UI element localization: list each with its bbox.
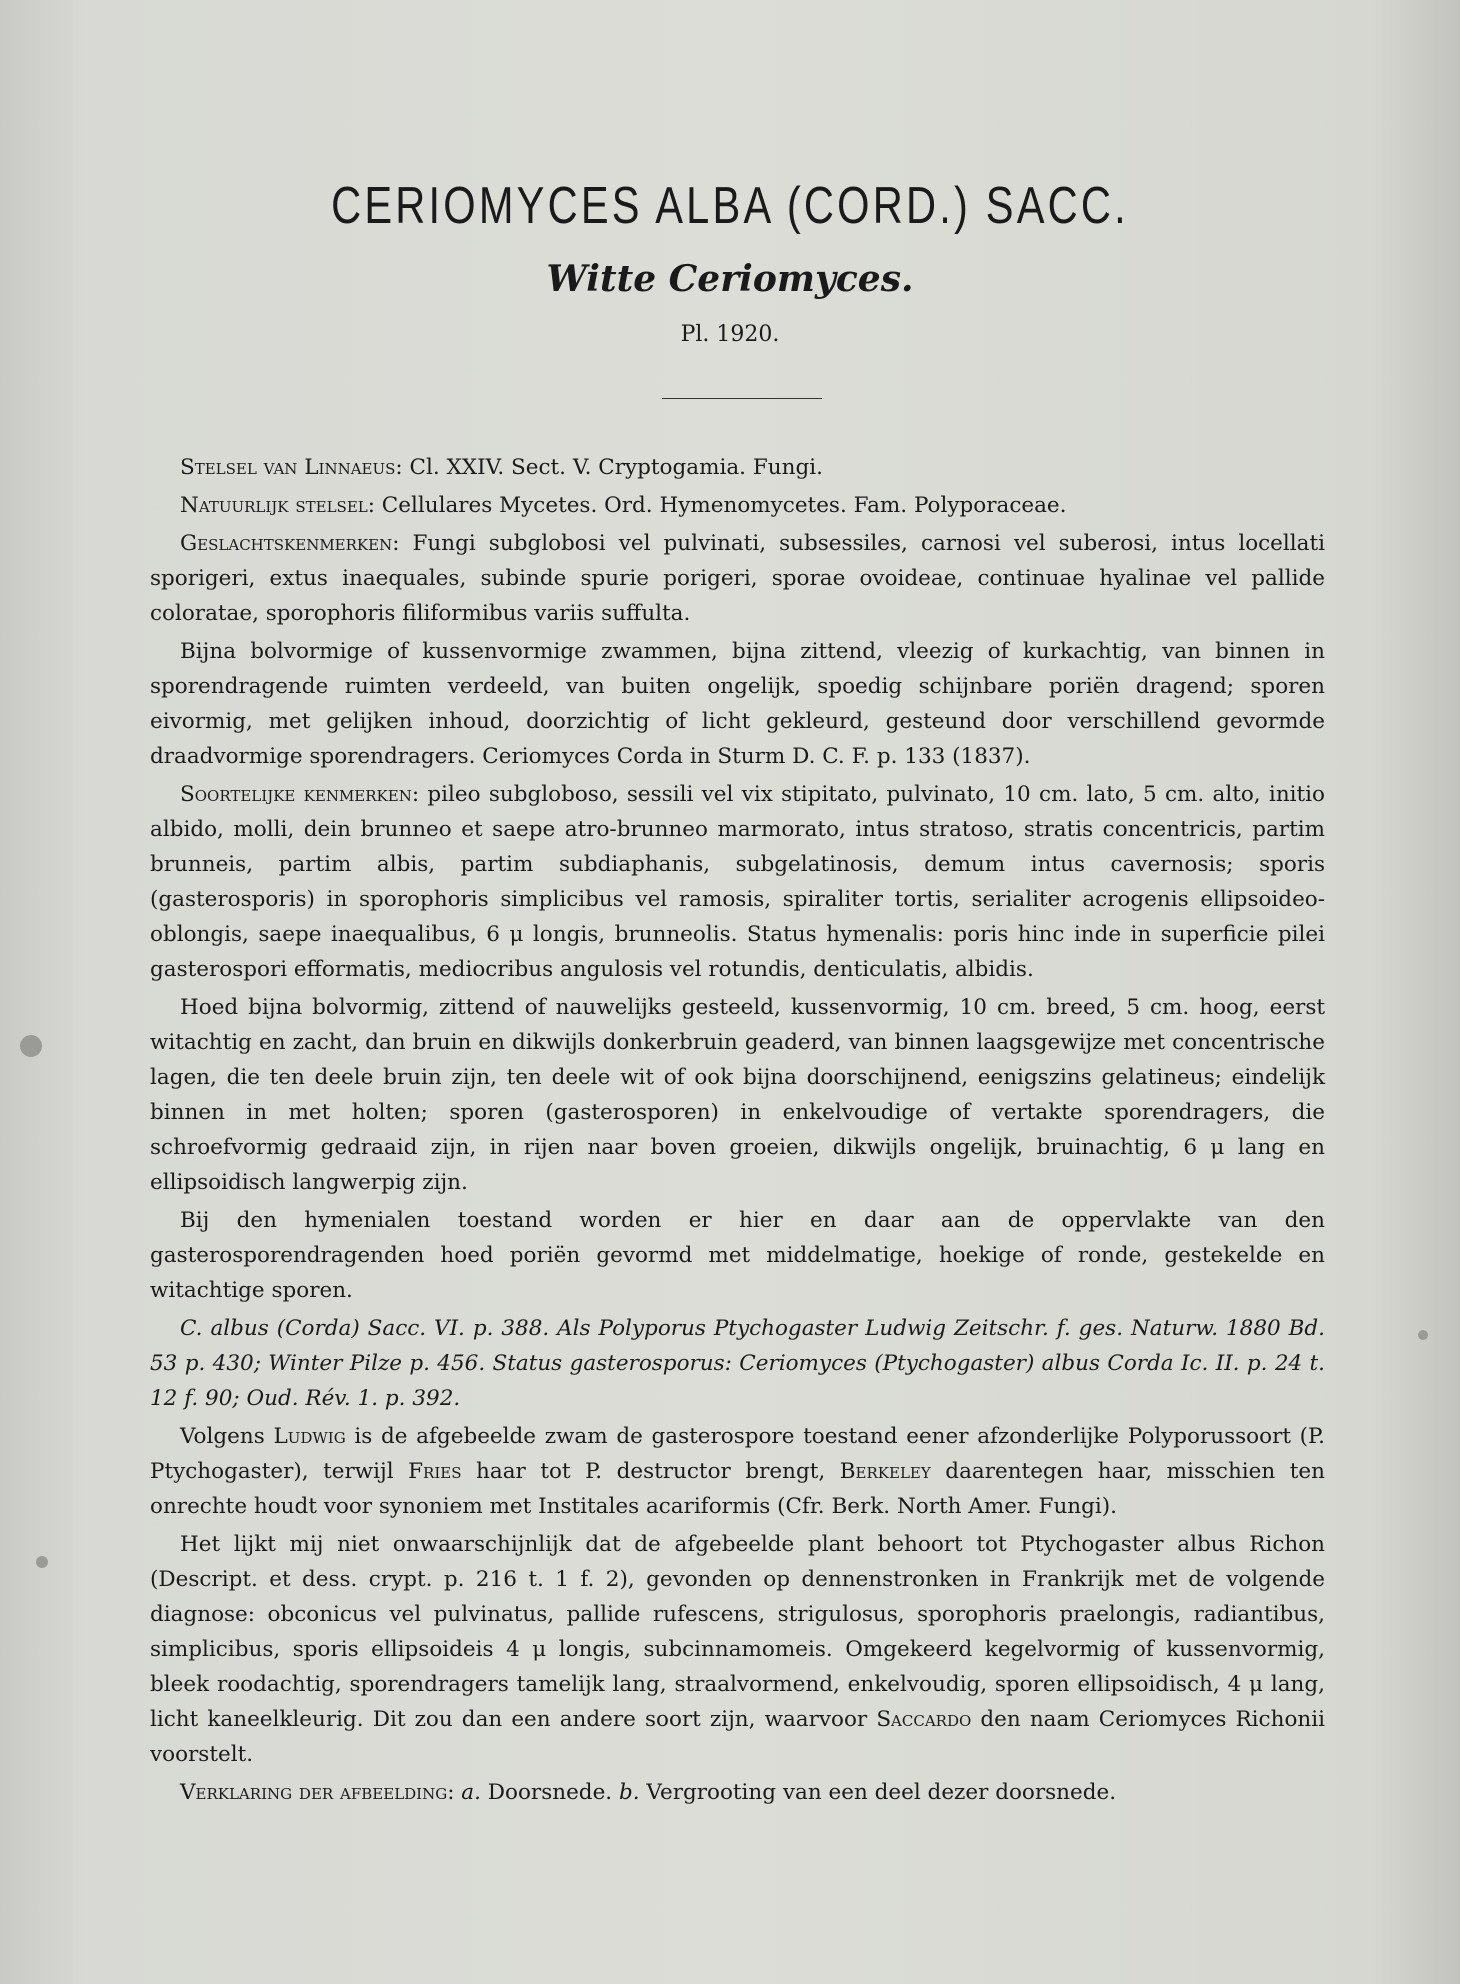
paragraph-text: Vergrooting van een deel dezer doorsnede. [639,1780,1117,1805]
paragraph-species-latin [150,777,1325,987]
paragraph-genus-latin [150,526,1325,631]
paragraph-figure-explanation [150,1775,1325,1810]
author-name: Fries [408,1459,462,1484]
section-label: Stelsel van Linnaeus: [180,455,403,480]
paragraph-genus-dutch: Bijna bolvormige of kussenvormige zwammen, bijna zittend, vleezig of kurkachtig, van binnen in sporendragende ruimten verdeeld, van buiten ongelijk, spoedig schijnbare poriën dragend; sporen eivormig, met gelijken inhoud, doorzichtig of licht gekleurd, gesteund door verschillend gevormde draadvormige sporendragers. Ceriomyces Corda in Sturm D. C. F. p. 133 (1837). [150,639,1325,769]
paragraph-species-dutch: Hoed bijna bolvormig, zittend of nauwelijks gesteeld, kussenvormig, 10 cm. breed, 5 cm. hoog, eerst witachtig en zacht, dan bruin en dikwijls donkerbruin geaderd, van binnen laagsgewijze met concentrische lagen, die ten deele bruin zijn, ten deele wit of ook bijna doorschijnend, eenigszins gelatineus; eindelijk binnen in met holten; sporen (gasterosporen) in enkelvoudige of vertakte sporendragers, die schroefvormig gedraaid zijn, in rijen naar boven groeien, dikwijls ongelijk, bruinachtig, 6 μ lang en ellipsoidisch langwerpig zijn. [150,995,1325,1195]
section-label: Verklaring der afbeelding: [180,1780,455,1805]
paragraph-ludwig [150,1419,1325,1524]
paragraph-text: Volgens [180,1424,274,1449]
paragraph-text: den naam Ceriomyces Richonii voorstelt. [150,1707,1325,1767]
page-stain [20,1035,42,1057]
figure-letter: a. [454,1780,481,1805]
page-stain [1418,1330,1428,1340]
page-title: CERIOMYCES ALBA (CORD.) SACC. [331,177,1129,235]
paragraph-text: daarentegen haar, misschien ten onrechte houdt voor synoniem met Institales acariformis (Cfr. Berk. North Amer. Fungi). [150,1459,1325,1519]
paragraph-natural-system [150,488,1325,523]
figure-letter: b. [618,1780,640,1805]
paragraph-text: Fungi subglobosi vel pulvinati, subsessiles, carnosi vel suberosi, intus locellati sporigeri, extus inaequales, subinde spurie porigeri, sporae ovoideae, continuae hyalinae vel pallide coloratae, sporophoris filiformibus variis suffulta. [150,531,1325,626]
paragraph-text: Doorsnede. [480,1780,619,1805]
author-name: Berkeley [839,1459,931,1484]
paragraph-text: is de afgebeelde zwam de gasterospore toestand eener afzonderlijke Polyporussoort (P. Ptychogaster), terwijl [150,1424,1326,1484]
author-name: Saccardo [876,1707,972,1732]
paragraph-text: haar tot P. destructor brengt, [461,1459,840,1484]
paragraph-hymenial: Bij den hymenialen toestand worden er hier en daar aan de oppervlakte van den gasterosporendragenden hoed poriën gevormd met middelmatige, hoekige of ronde, gestekelde en witachtige sporen. [150,1208,1325,1303]
page-stain [36,1556,48,1568]
divider [662,398,822,399]
body-text [150,450,1325,1813]
paragraph-text: Het lijkt mij niet onwaarschijnlijk dat de afgebeelde plant behoort tot Ptychogaster albus Richon (Descript. et dess. crypt. p. 216 t. 1 f. 2), gevonden op dennenstronken in Frankrijk met de volgende diagnose: obconicus vel pulvinatus, pallide rufescens, strigulosus, sporophoris praelongis, radiantibus, simplicibus, sporis ellipsoideis 4 μ longis, subcinnamomeis. Omgekeerd kegelvormig of kussenvormig, bleek roodachtig, sporendragers tamelijk lang, straalvormend, enkelvoudig, sporen ellipsoidisch, 4 μ lang, licht kaneelkleurig. Dit zou dan een andere soort zijn, waarvoor [150,1532,1325,1732]
paragraph-richon [150,1527,1325,1772]
paragraph-references: C. albus (Corda) Sacc. VI. p. 388. Als Polyporus Ptychogaster Ludwig Zeitschr. f. ges. Naturw. 1880 Bd. 53 p. 430; Winter Pilze p. 456. Status gasterosporus: Ceriomyces (Ptychogaster) albus Corda Ic. II. p. 24 t. 12 f. 90; Oud. Rév. 1. p. 392. [150,1316,1325,1411]
paragraph-linnaeus [150,450,1325,485]
section-label: Soortelijke kenmerken: [180,782,420,807]
paragraph-text: Cl. XXIV. Sect. V. Cryptogamia. Fungi. [402,455,823,480]
plate-number: Pl. 1920. [680,322,780,347]
paragraph-text: pileo subgloboso, sessili vel vix stipitato, pulvinato, 10 cm. lato, 5 cm. alto, initio albido, molli, dein brunneo et saepe atro-brunneo marmorato, intus stratoso, stratis concentricis, partim brunneis, partim albis, partim subdiaphanis, subgelatinosis, demum intus cavernosis; sporis (gasterosporis) in sporophoris simplicibus vel ramosis, spiraliter tortis, serialiter acrogenis ellipsoideo-oblongis, saepe inaequalibus, 6 μ longis, brunneolis. Status hymenalis: poris hinc inde in superficie pilei gasterospori efformatis, mediocribus angulosis vel rotundis, denticulatis, albidis. [150,782,1325,982]
paragraph-text: Cellulares Mycetes. Ord. Hymenomycetes. Fam. Polyporaceae. [374,493,1067,518]
section-label: Geslachtskenmerken: [180,531,400,556]
page-subtitle: Witte Ceriomyces. [546,258,914,300]
author-name: Ludwig [273,1424,346,1449]
section-label: Natuurlijk stelsel: [180,493,375,518]
